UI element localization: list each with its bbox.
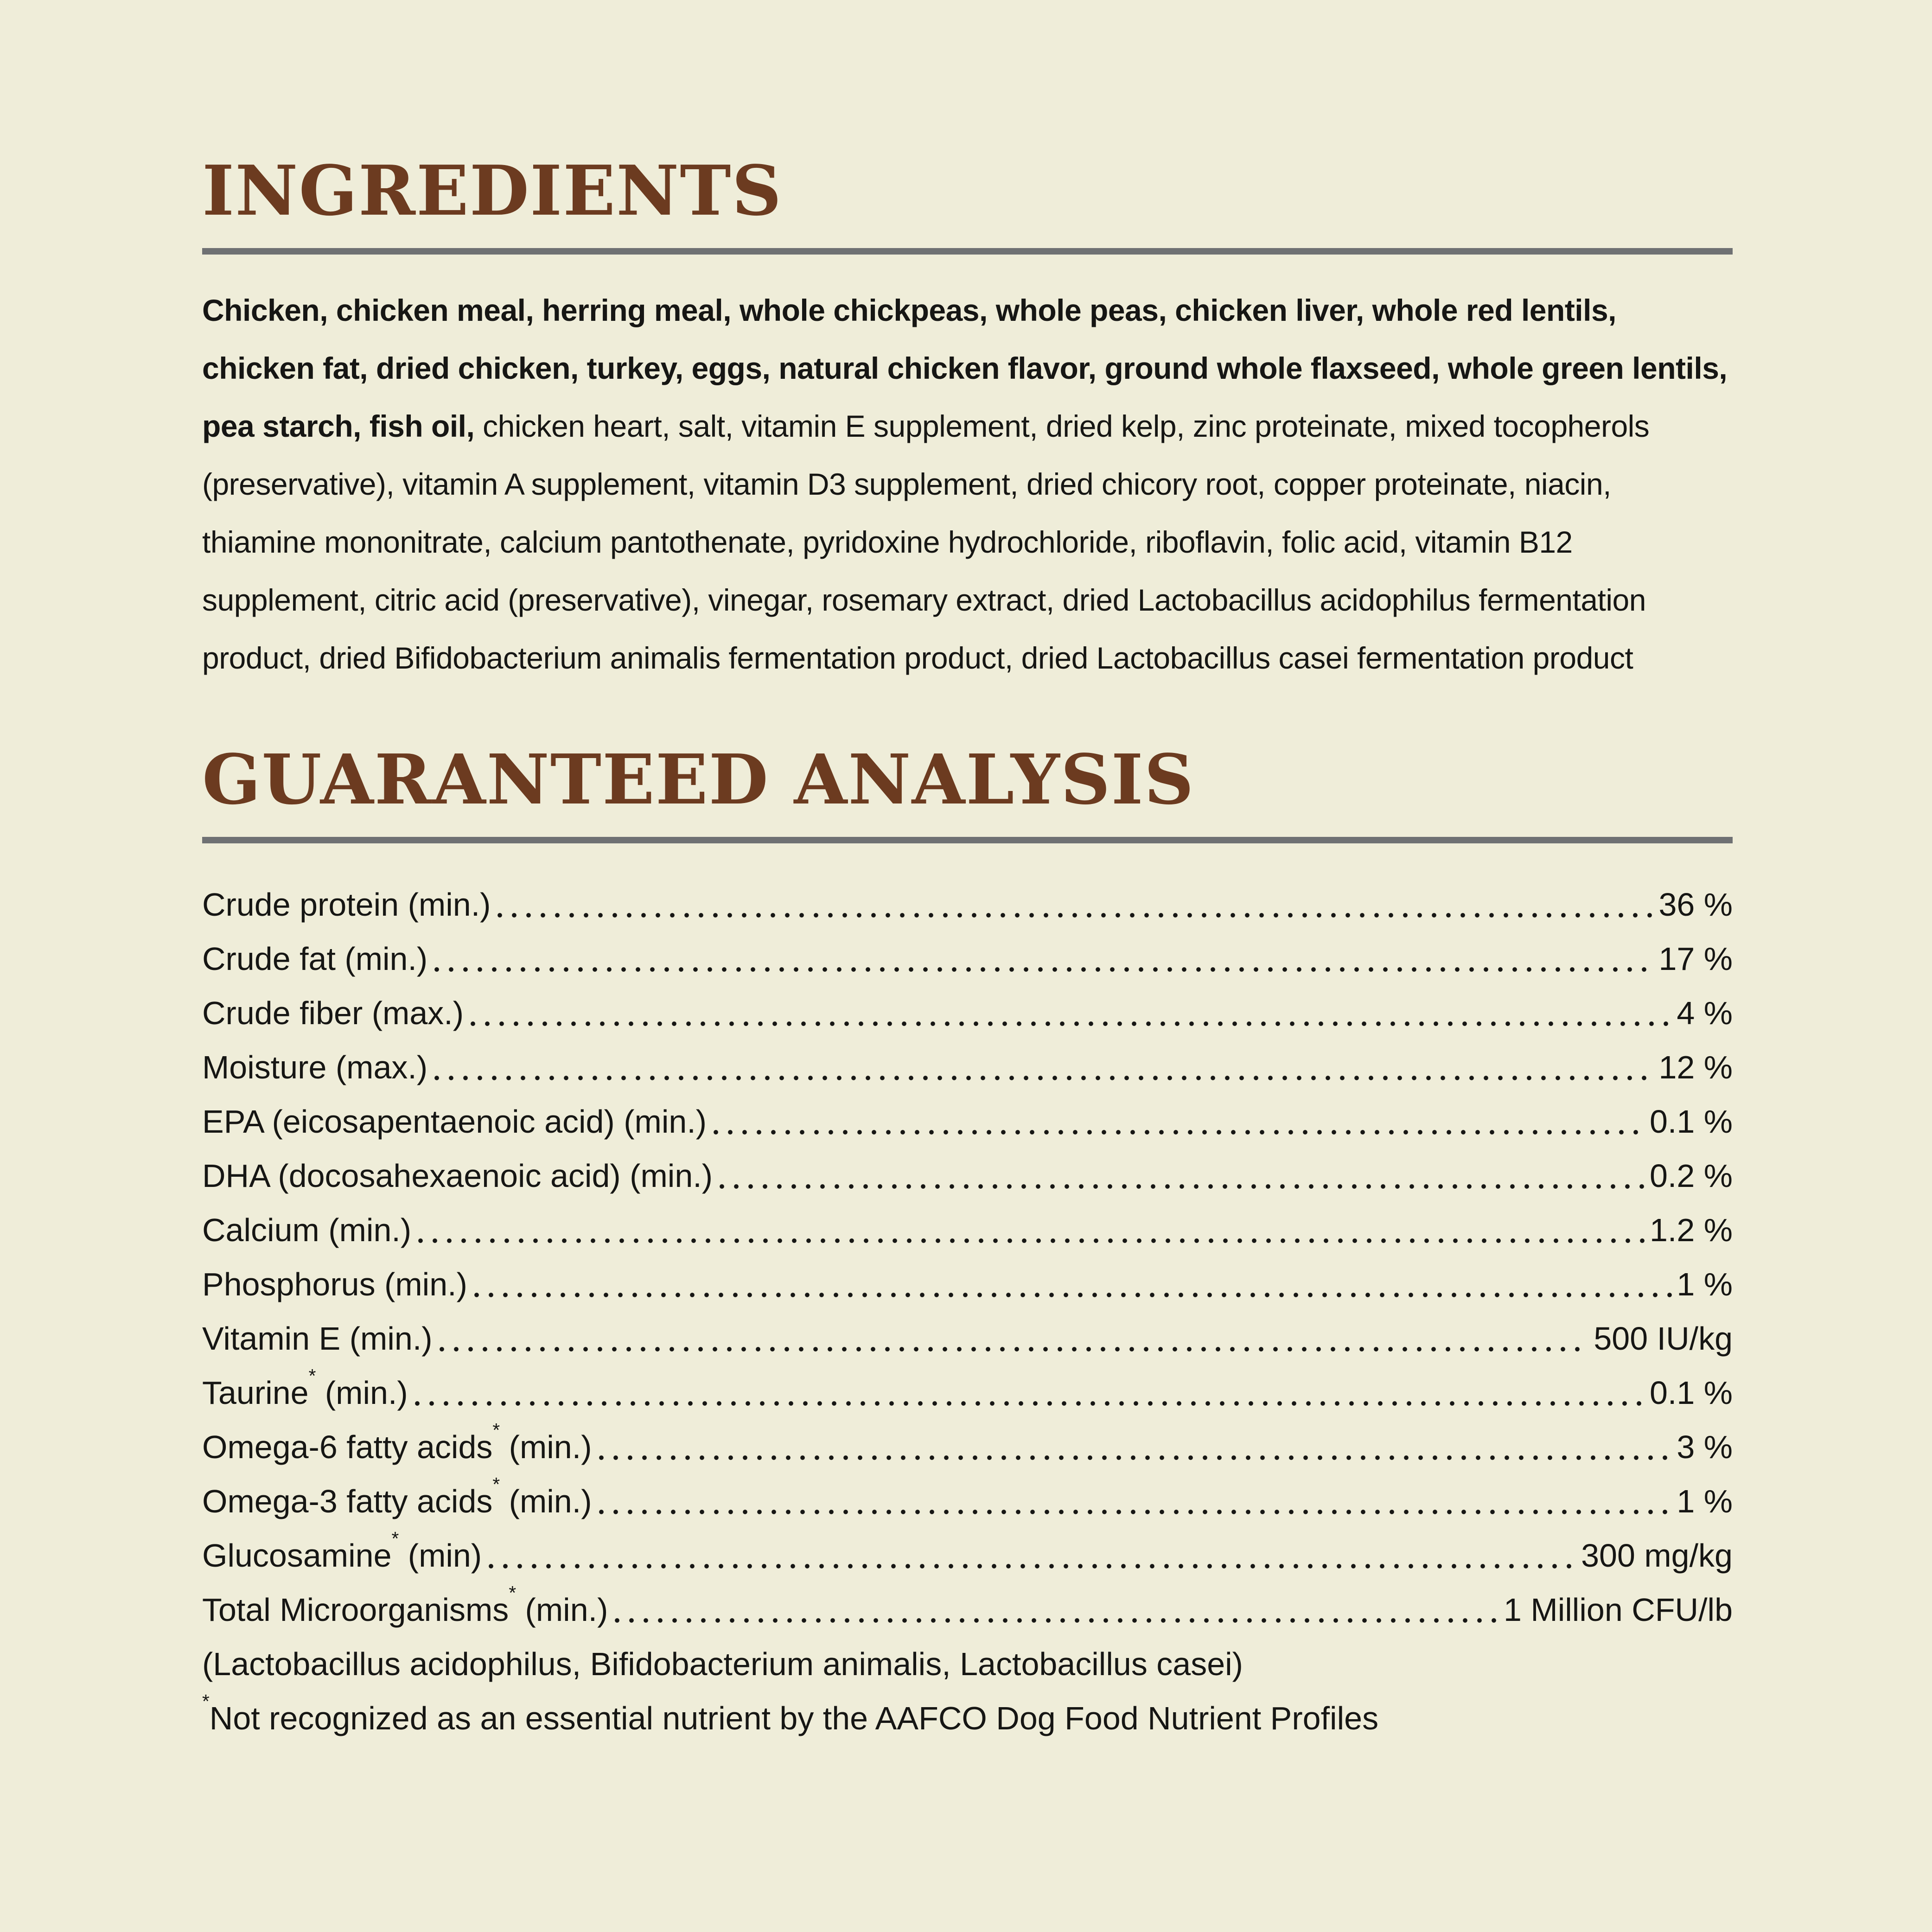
- guaranteed-analysis-divider-rule: [202, 837, 1733, 843]
- footnote-asterisk: *: [202, 1690, 210, 1712]
- ga-row-asterisk: *: [391, 1527, 399, 1549]
- ga-row-leader-dots: [614, 1618, 1499, 1623]
- ga-row-label: Calcium (min.): [202, 1211, 412, 1248]
- ga-row-value: 1 %: [1677, 1266, 1733, 1302]
- ga-row-leader-dots: [434, 967, 1654, 972]
- ga-row: [202, 1203, 1733, 1257]
- footnote-text: Not recognized as an essential nutrient by the AAFCO Dog Food Nutrient Profiles: [209, 1700, 1379, 1736]
- ga-row: [202, 1474, 1733, 1529]
- ga-row-label: Crude fiber (max.): [202, 995, 464, 1031]
- ga-row-label: Phosphorus (min.): [202, 1266, 467, 1302]
- ga-row: [202, 1583, 1733, 1637]
- ga-row-label: Crude fat (min.): [202, 940, 428, 977]
- ga-row-asterisk: *: [509, 1581, 516, 1603]
- ga-row-value: 1 %: [1677, 1483, 1733, 1519]
- ga-row-value: 0.1 %: [1650, 1374, 1733, 1411]
- ga-row-value: 0.1 %: [1650, 1103, 1733, 1140]
- ga-row-value: 3 %: [1677, 1428, 1733, 1465]
- ga-row-label: Vitamin E (min.): [202, 1320, 433, 1357]
- ga-row-label: Glucosamine* (min): [202, 1527, 482, 1574]
- ga-row-label: Omega-3 fatty acids* (min.): [202, 1473, 592, 1519]
- ga-row-value: 1.2 %: [1650, 1211, 1733, 1248]
- ga-row: [202, 878, 1733, 932]
- ga-row-leader-dots: [599, 1509, 1672, 1515]
- ga-row-leader-dots: [439, 1346, 1589, 1352]
- ga-row-label: DHA (docosahexaenoic acid) (min.): [202, 1157, 713, 1194]
- ga-row-asterisk: *: [492, 1419, 500, 1441]
- ga-row-leader-dots: [470, 1021, 1672, 1027]
- ga-row-leader-dots: [414, 1401, 1645, 1406]
- ga-row-asterisk: *: [492, 1473, 500, 1495]
- ga-row-value: 36 %: [1658, 886, 1733, 923]
- guaranteed-analysis-title: GUARANTEED ANALYSIS: [202, 739, 1195, 820]
- aafco-footnote: [202, 1691, 1733, 1746]
- ga-row-value: 0.2 %: [1650, 1157, 1733, 1194]
- ga-row: [202, 1149, 1733, 1203]
- ga-row-leader-dots: [599, 1455, 1672, 1460]
- ga-row-value: 1 Million CFU/lb: [1504, 1591, 1733, 1628]
- ingredients-regular-text: chicken heart, salt, vitamin E supplement, dried kelp, zinc proteinate, mixed tocopherols (preservative), vitamin A supplement, vitamin D3 supplement, dried chicory root, copper proteinate, niacin, thiamine mononitrate, calcium pantothenate, pyridoxine hydrochloride, riboflavin, folic acid, vitamin B12 supplement, citric acid (preservative), vinegar, rosemary extract, dried Lactobacillus acidophilus fermentation product, dried Bifidobacterium animalis fermentation product, dried Lactobacillus casei fermentation product: [202, 408, 1650, 675]
- ga-row-value: 500 IU/kg: [1594, 1320, 1733, 1357]
- ga-row-value: 4 %: [1677, 995, 1733, 1031]
- ga-row: [202, 1312, 1733, 1366]
- ga-row: [202, 932, 1733, 986]
- ga-row: [202, 1420, 1733, 1474]
- ingredients-bold-text: Chicken, chicken meal, herring meal, whole chickpeas, whole peas, chicken liver, whole red lentils, chicken fat, dried chicken, turkey, eggs, natural chicken flavor, ground whole flaxseed, whole green lentils, pea starch, fish oil,: [202, 293, 1728, 443]
- ga-row-leader-dots: [488, 1563, 1576, 1569]
- ga-row-leader-dots: [719, 1184, 1645, 1189]
- ga-row: [202, 1529, 1733, 1583]
- ga-row-asterisk: *: [308, 1365, 316, 1386]
- ga-row-leader-dots: [434, 1075, 1654, 1081]
- ingredients-paragraph: [202, 281, 1733, 687]
- ga-row: [202, 1257, 1733, 1312]
- ga-row-label: Taurine* (min.): [202, 1365, 408, 1411]
- guaranteed-analysis-table: [202, 878, 1733, 1637]
- ga-row: [202, 1095, 1733, 1149]
- ga-row-label: EPA (eicosapentaenoic acid) (min.): [202, 1103, 707, 1140]
- ga-row-leader-dots: [713, 1129, 1645, 1135]
- ga-row-value: 17 %: [1658, 940, 1733, 977]
- ga-row-leader-dots: [497, 912, 1654, 918]
- ga-row: [202, 986, 1733, 1040]
- ga-row-value: 300 mg/kg: [1581, 1537, 1733, 1574]
- ingredients-title: INGREDIENTS: [202, 150, 783, 231]
- ingredients-divider-rule: [202, 248, 1733, 255]
- ga-row: [202, 1040, 1733, 1095]
- ga-row-leader-dots: [418, 1238, 1645, 1243]
- ga-row-leader-dots: [474, 1292, 1672, 1298]
- ga-row: [202, 1366, 1733, 1420]
- ga-row-label: Omega-6 fatty acids* (min.): [202, 1419, 592, 1465]
- ga-row-label: Moisture (max.): [202, 1049, 428, 1085]
- microorganisms-species-note: (Lactobacillus acidophilus, Bifidobacterium animalis, Lactobacillus casei): [202, 1645, 1243, 1682]
- ga-row-value: 12 %: [1658, 1049, 1733, 1085]
- ga-row-label: Total Microorganisms* (min.): [202, 1581, 608, 1628]
- ga-row-label: Crude protein (min.): [202, 886, 491, 923]
